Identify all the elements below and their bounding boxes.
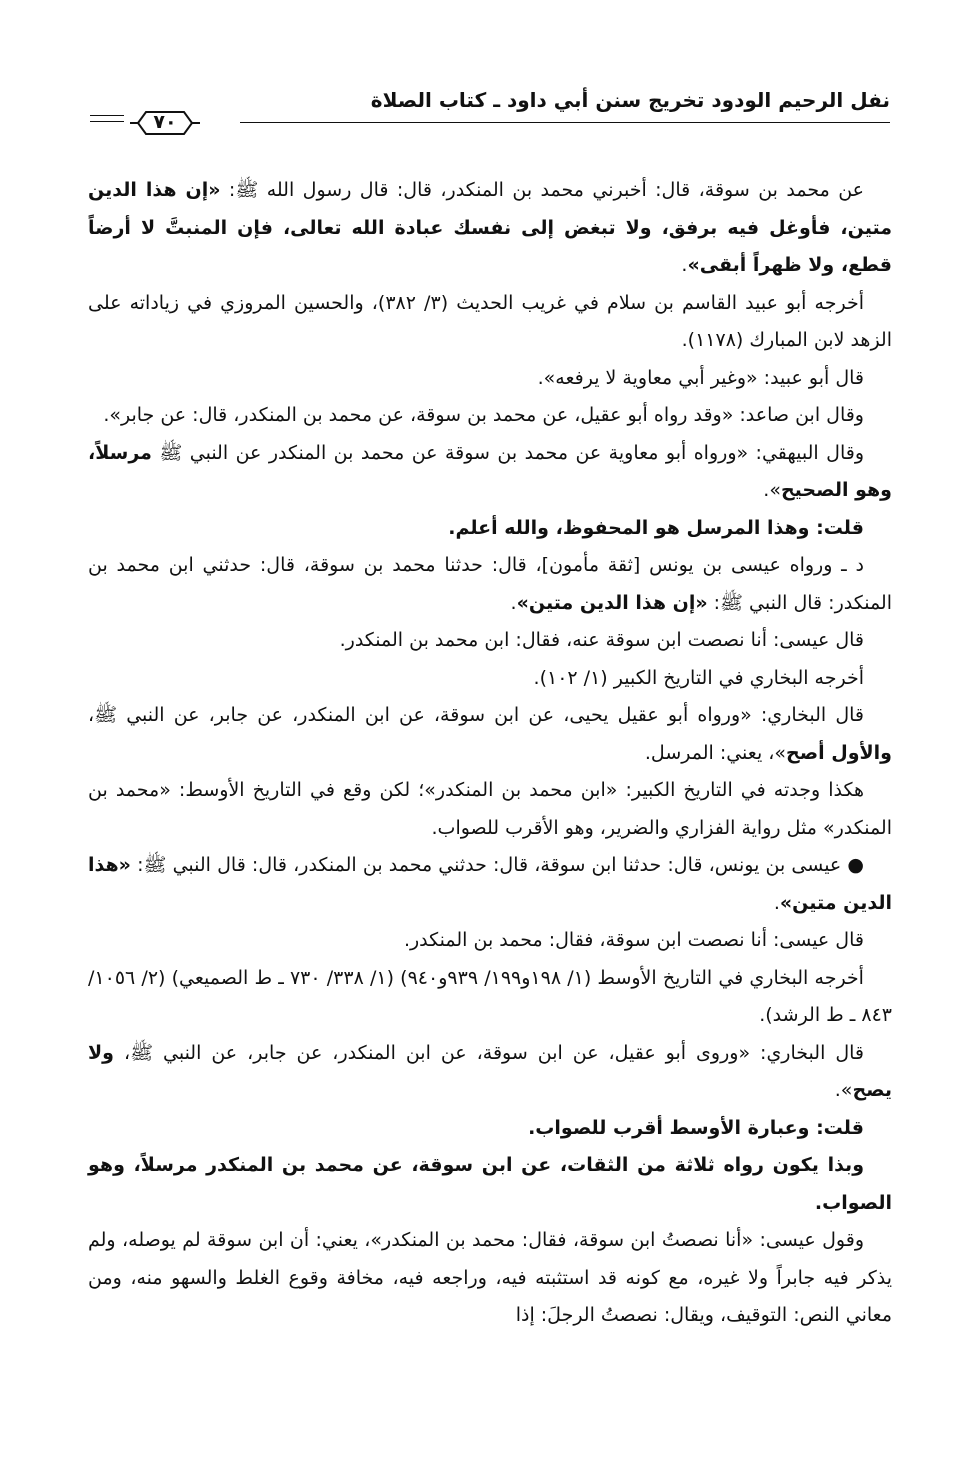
page-body <box>88 172 892 1335</box>
text-segment: ». <box>763 479 781 501</box>
text-segment: د ـ ورواه عيسى بن يونس [ثقة مأمون]، قال: حدثنا محمد بن سوقة، قال: حدثني ابن محمد بن المنكدر: قال النبي ﷺ: <box>88 554 892 614</box>
paragraph <box>88 622 892 660</box>
paragraph <box>88 285 892 360</box>
bold-text-segment: «إن هذا الدين متين، فأوغل فيه برفق، ولا تبغض إلى نفسك عبادة الله تعالى، فإن المنبتَّ لا أرضاً قطع، ولا ظهراً أبقى» <box>88 179 892 276</box>
paragraph <box>88 660 892 698</box>
header-decor-lines <box>90 115 124 127</box>
decor-line <box>90 115 124 116</box>
paragraph <box>88 172 892 285</box>
text-segment: أخرجه البخاري في التاريخ الكبير (١/ ١٠٢). <box>533 666 864 689</box>
bold-text-segment: مرسلاً، وهو الصحيح <box>88 441 892 501</box>
bold-text-segment: ولا يصح <box>88 1041 892 1101</box>
paragraph <box>88 960 892 1035</box>
page-number-badge <box>128 108 202 138</box>
text-segment: قال أبو عبيد: «وغير أبي معاوية لا يرفعه». <box>537 366 864 389</box>
running-header <box>90 88 890 150</box>
text-segment: قال عيسى: أنا نصصت ابن سوقة عنه، فقال: ابن محمد بن المنكدر. <box>339 629 864 651</box>
text-segment: وقال ابن صاعد: «وقد رواه أبو عقيل، عن محمد بن سوقة، عن محمد بن المنكدر، قال: عن جابر». <box>103 404 864 426</box>
bold-text-segment: «إن هذا الدين متين» <box>516 591 708 614</box>
running-title: نفل الرحيم الودود تخريج سنن أبي داود ـ كتاب الصلاة <box>370 88 890 112</box>
paragraph <box>88 1110 892 1148</box>
text-segment: أخرجه أبو عبيد القاسم بن سلام في غريب الحديث (٣/ ٣٨٢)، والحسين المروزي في زياداته على الزهد لابن المبارك (١١٧٨). <box>88 291 892 351</box>
text-segment: . <box>510 591 517 614</box>
text-segment: ». <box>834 1079 853 1101</box>
paragraph <box>88 510 892 548</box>
text-segment: ● عيسى بن يونس، قال: حدثنا ابن سوقة، قال: حدثني محمد بن المنكدر، قال: قال النبي ﷺ: <box>130 854 864 876</box>
paragraph <box>88 847 892 922</box>
decor-line <box>90 121 124 122</box>
text-segment: عن محمد بن سوقة، قال: أخبرني محمد بن المنكدر، قال: قال رسول الله ﷺ: <box>220 179 864 201</box>
text-segment: وقول عيسى: «أنا نصصتُ ابن سوقة، فقال: محمد بن المنكدر»، يعني: أن ابن سوقة لم يوصله، ولم يذكر فيه جابراً ولا غيره، مع كونه قد استثبته فيه، وراجعه فيه، مخافة وقوع الغلط والسهو منه، ومن معاني النص: التوقيف، ويقال: نصصتُ الرجلَ: إذا <box>88 1229 892 1326</box>
text-segment: أخرجه البخاري في التاريخ الأوسط (١/ ١٩٨و١٩٩/ ٩٣٩و٩٤٠) (١/ ٣٣٨/ ٧٣٠ ـ ط الصميعي) (٢/ ١٠٥٦/ ٨٤٣ ـ ط الرشد). <box>88 966 892 1026</box>
paragraph <box>88 772 892 847</box>
text-segment: قال عيسى: أنا نصصت ابن سوقة، فقال: محمد بن المنكدر. <box>403 929 864 951</box>
bold-text-segment: والأول أصح <box>786 741 892 764</box>
paragraph <box>88 1035 892 1110</box>
paragraph <box>88 435 892 510</box>
header-rule <box>240 122 890 123</box>
paragraph <box>88 397 892 435</box>
paragraph <box>88 697 892 772</box>
text-segment: قال البخاري: «وروى أبو عقيل، عن ابن سوقة، عن ابن المنكدر، عن جابر، عن النبي ﷺ، <box>113 1041 864 1064</box>
bold-text-segment: قلت: وعبارة الأوسط أقرب للصواب. <box>528 1116 864 1139</box>
paragraph <box>88 1147 892 1222</box>
text-segment: قال البخاري: «ورواه أبو عقيل يحيى، عن ابن سوقة، عن ابن المنكدر، عن جابر، عن النبي ﷺ، <box>88 704 864 726</box>
text-segment: »، يعني: المرسل. <box>644 741 787 764</box>
text-segment: . <box>773 891 780 914</box>
paragraph <box>88 547 892 622</box>
bold-text-segment: وبذا يكون رواه ثلاثة من الثقات، عن ابن سوقة، عن محمد بن المنكدر مرسلاً، وهو الصواب. <box>88 1154 892 1214</box>
paragraph <box>88 360 892 398</box>
paragraph <box>88 922 892 960</box>
paragraph <box>88 1222 892 1335</box>
page-number: ٧٠ <box>153 111 177 133</box>
bold-text-segment: «هذا الدين متين» <box>88 854 892 914</box>
bold-text-segment: قلت: وهذا المرسل هو المحفوظ، والله أعلم. <box>448 516 864 539</box>
text-segment: وقال البيهقي: «ورواه أبو معاوية عن محمد بن سوقة عن محمد بن المنكدر عن النبي ﷺ <box>151 441 864 464</box>
text-segment: هكذا وجدته في التاريخ الكبير: «ابن محمد بن المنكدر»؛ لكن وقع في التاريخ الأوسط: «محمد بن المنكدر» مثل رواية الفزاري والضرير، وهو الأقرب للصواب. <box>88 779 892 839</box>
text-segment: . <box>681 254 688 276</box>
